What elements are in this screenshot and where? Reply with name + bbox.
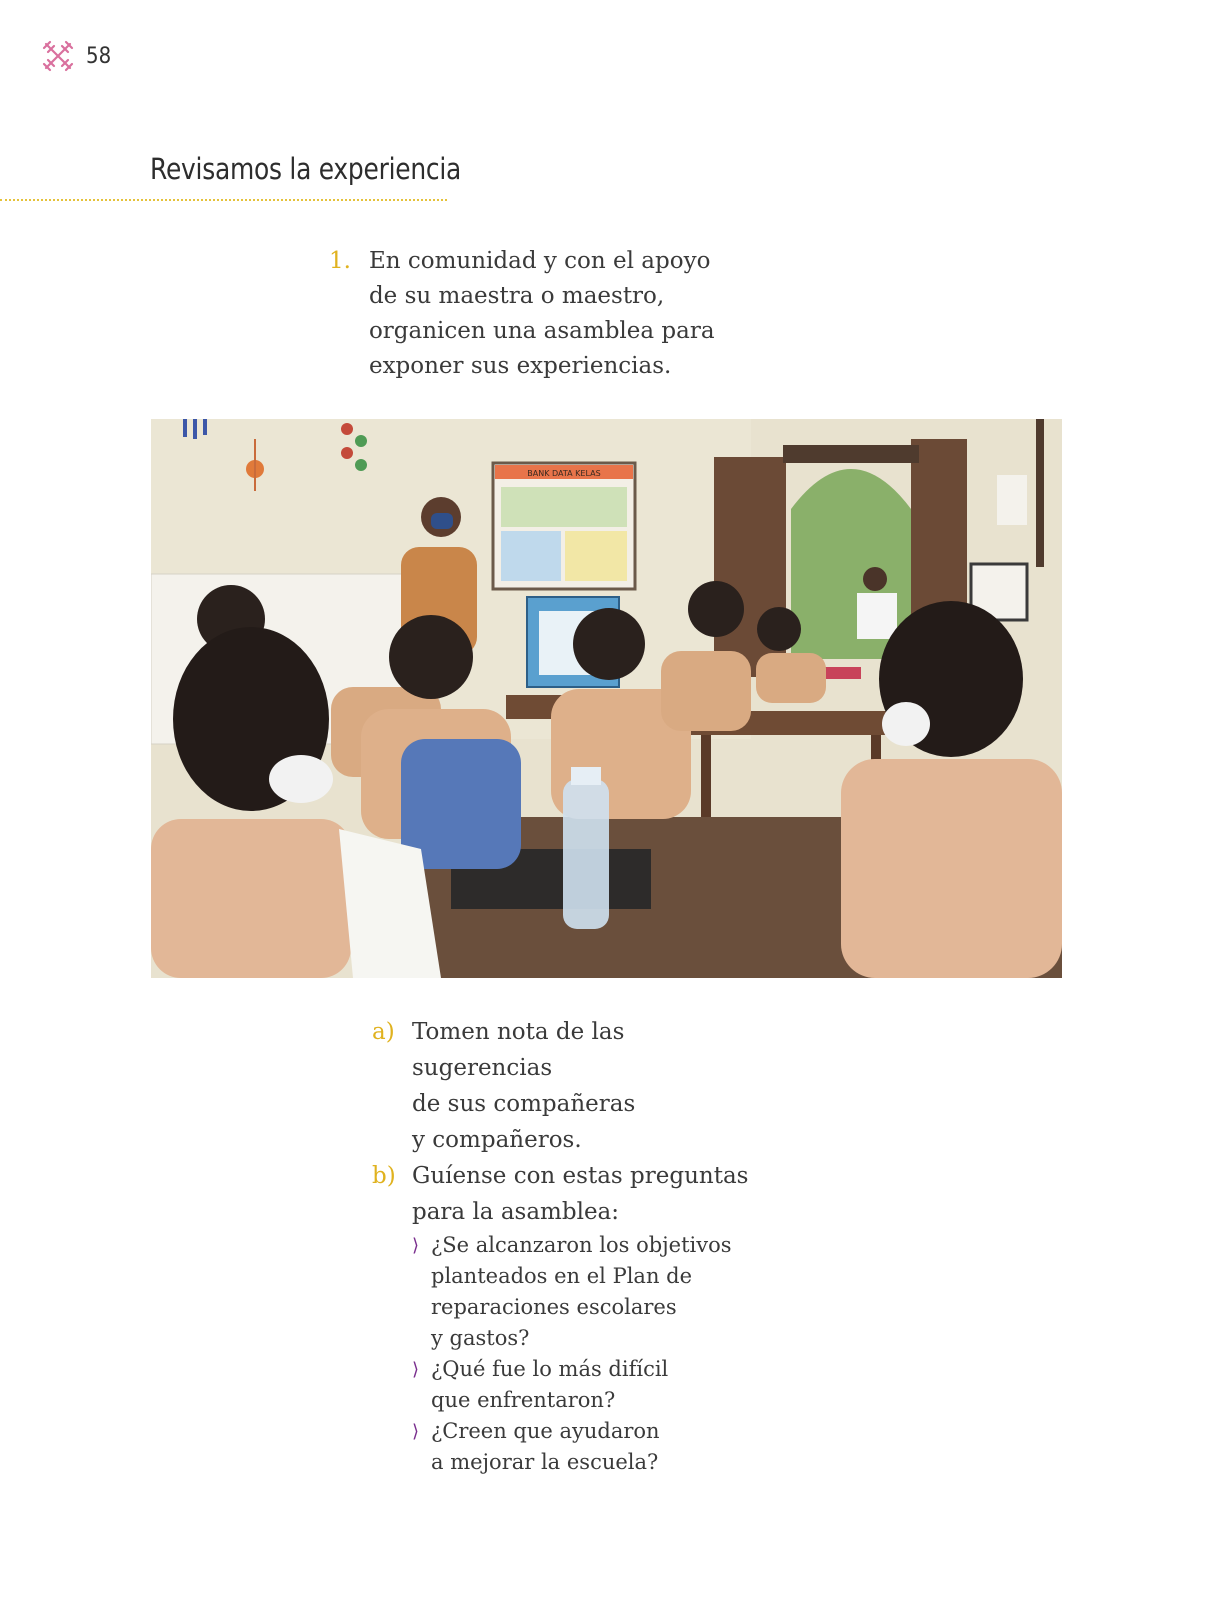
question-line: a mejorar la escuela? <box>431 1450 659 1474</box>
question-line: ¿Se alcanzaron los objetivos <box>431 1233 732 1257</box>
question-line: ¿Qué fue lo más difícil <box>431 1357 669 1381</box>
sub-item-b <box>372 1158 832 1230</box>
question-item <box>412 1416 832 1478</box>
question-line: y gastos? <box>431 1326 530 1350</box>
step-text <box>369 244 769 384</box>
sub-line: y compañeros. <box>412 1127 582 1153</box>
sub-marker: a) <box>372 1019 395 1045</box>
question-line: reparaciones escolares <box>431 1295 677 1319</box>
sub-line: de sus compañeras <box>412 1091 636 1117</box>
chevron-right-icon: ⟩ <box>412 1421 420 1442</box>
question-list <box>412 1230 832 1478</box>
question-item <box>412 1354 832 1416</box>
notice-board-label: BANK DATA KELAS <box>527 469 601 478</box>
sub-text <box>412 1158 748 1230</box>
question-line: ¿Creen que ayudaron <box>431 1419 660 1443</box>
sub-line: Tomen nota de las <box>412 1019 625 1045</box>
page-number <box>40 38 111 74</box>
step-number: 1. <box>329 248 351 274</box>
sub-item-a <box>372 1014 832 1158</box>
step-line: exponer sus experiencias. <box>368 353 672 379</box>
section-title: Revisamos la experiencia <box>150 152 462 186</box>
title-dotted-rule <box>0 199 447 201</box>
page-number-text: 58 <box>86 43 112 69</box>
sub-items <box>372 1014 832 1478</box>
step-line: organicen una asamblea para <box>368 318 715 344</box>
classroom-photo <box>151 419 1062 978</box>
step-1 <box>329 244 769 384</box>
chevron-right-icon: ⟩ <box>412 1235 420 1256</box>
sub-marker: b) <box>372 1163 396 1189</box>
sub-line: Guíense con estas preguntas <box>412 1163 749 1189</box>
question-line: que enfrentaron? <box>431 1388 616 1412</box>
sub-text <box>412 1014 635 1158</box>
chevron-right-icon: ⟩ <box>412 1359 420 1380</box>
step-line: de su maestra o maestro, <box>368 283 665 309</box>
step-line: En comunidad y con el apoyo <box>368 248 711 274</box>
sub-line: para la asamblea: <box>412 1199 620 1225</box>
sub-line: sugerencias <box>412 1055 553 1081</box>
question-item <box>412 1230 832 1354</box>
pink-woven-star-icon <box>40 38 76 74</box>
question-line: planteados en el Plan de <box>431 1264 693 1288</box>
